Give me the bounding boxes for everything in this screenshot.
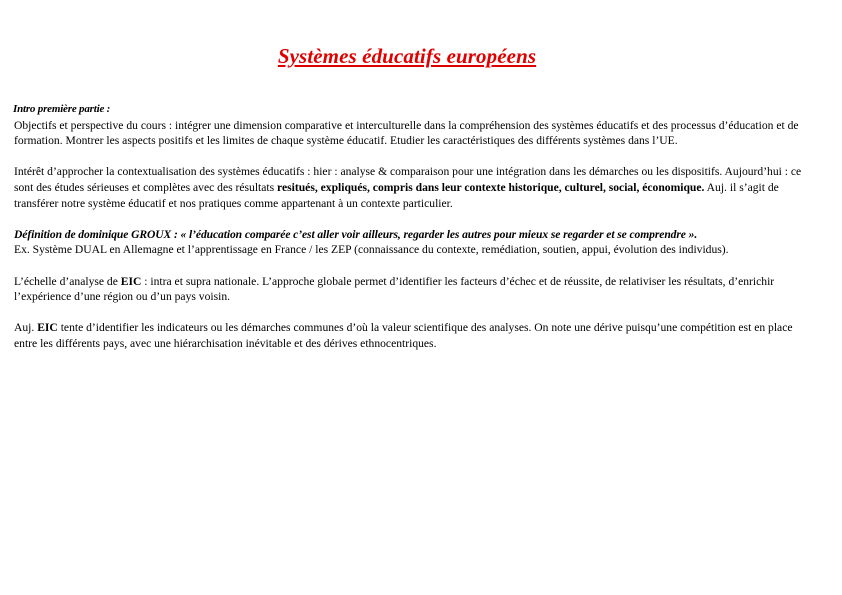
eic-term: EIC xyxy=(37,321,58,335)
paragraph-scale-text-b: : intra et supra nationale. L’approche globale permet d’identifier les facteurs d’échec et de réussite, de relativiser les résultats, d’enrichir l’expérience d’une région ou d’un pays voisin. xyxy=(14,274,775,304)
paragraph-spacer xyxy=(13,149,813,165)
document-title: Systèmes éducatifs européens xyxy=(277,44,537,68)
paragraph-scale xyxy=(13,274,813,305)
paragraph-objectives: Objectifs et perspective du cours : intégrer une dimension comparative et interculturelle dans la compréhension des systèmes éducatifs et des processus d’éducation et de formation. Montrer les aspects positifs et les limites de chaque système éducatif. Etudier les caractéristiques des différents systèmes dans l’UE. xyxy=(14,118,799,148)
document-body xyxy=(13,102,813,352)
intro-heading: Intro première partie : xyxy=(13,103,111,115)
paragraph-contextualisation-text-a: Intérêt d’approcher la contextualisation des systèmes éducatifs : hier : analyse & comparaison pour une intégration dans les démarches ou les dispositifs. Aujourd’hui : ce sont des études sérieuses et complètes avec des résultats xyxy=(14,165,802,194)
paragraph-contextualisation-text-b: Auj. il s’agit de transférer notre système éducatif et nos pratiques comme appartenant à un contexte particulier. xyxy=(14,180,779,210)
paragraph-spacer xyxy=(13,258,813,274)
paragraph-contextualisation-bold: resitués, expliqués, compris dans leur contexte historique, culturel, social, économique. xyxy=(277,180,705,194)
paragraph-scale-text-a: L’échelle d’analyse de xyxy=(14,274,121,288)
eic-term: EIC xyxy=(120,274,142,288)
definition-groux: Définition de dominique GROUX : « l’éducation comparée c’est aller voir ailleurs, regarder les autres pour mieux se regarder et se comprendre ». xyxy=(14,227,698,241)
paragraph-indicators-text-a: Auj. xyxy=(14,321,38,335)
paragraph-spacer xyxy=(13,305,813,321)
paragraph-contextualisation xyxy=(13,164,813,211)
paragraph-indicators-text-b: tente d’identifier les indicateurs ou les démarches communes d’où la valeur scientifique des analyses. On note une dérive puisqu’une compétition est en place entre les différents pays, avec une hiérarchisation inévitable et des dérives ethnocentriques. xyxy=(14,321,793,350)
paragraph-indicators xyxy=(13,320,813,351)
paragraph-spacer xyxy=(13,211,813,227)
paragraph-example: Ex. Système DUAL en Allemagne et l’apprentissage en France / les ZEP (connaissance du contexte, remédiation, soutien, appui, évolution des individus). xyxy=(14,243,729,257)
